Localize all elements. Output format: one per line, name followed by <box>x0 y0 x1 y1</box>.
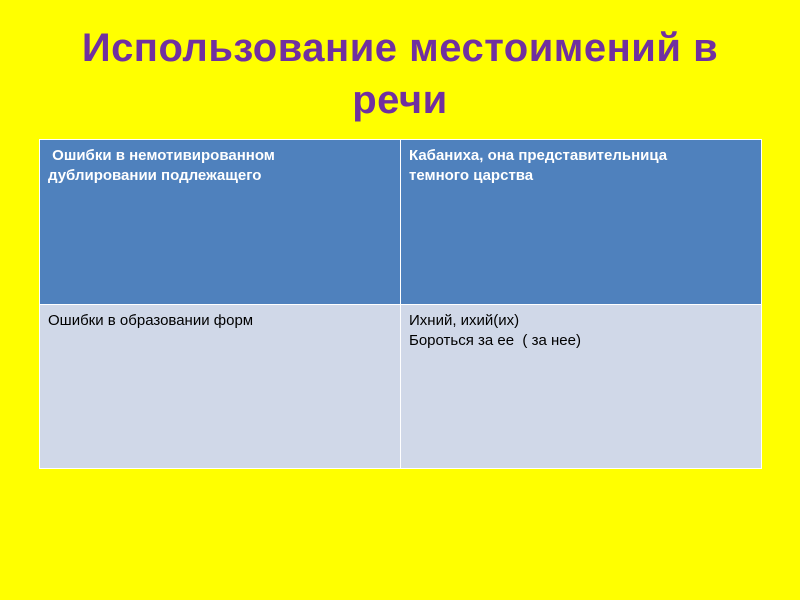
table-cell-error-duplication <box>40 140 401 305</box>
table-row <box>40 304 762 469</box>
table-row <box>40 140 762 305</box>
cell-text-line: Ошибки в немотивированном <box>48 147 275 164</box>
cell-text-line: дублировании подлежащего <box>48 167 262 184</box>
slide-title <box>40 22 760 126</box>
table-cell-example-kabanikha <box>401 140 762 305</box>
slide-title-line-2: речи <box>352 78 448 122</box>
cell-text-line: Ошибки в образовании форм <box>48 311 254 329</box>
slide-title-line-1: Использование местоимений в <box>81 26 719 70</box>
content-table <box>39 139 762 469</box>
cell-text-line: темного царства <box>409 167 534 184</box>
cell-text-line: Ихний, ихий(их) <box>409 311 520 329</box>
cell-text-line: Бороться за ее ( за нее) <box>409 331 581 349</box>
cell-text-line: Кабаниха, она представительница <box>409 147 668 164</box>
table-cell-error-forms <box>40 304 401 469</box>
table-cell-example-forms <box>401 304 762 469</box>
